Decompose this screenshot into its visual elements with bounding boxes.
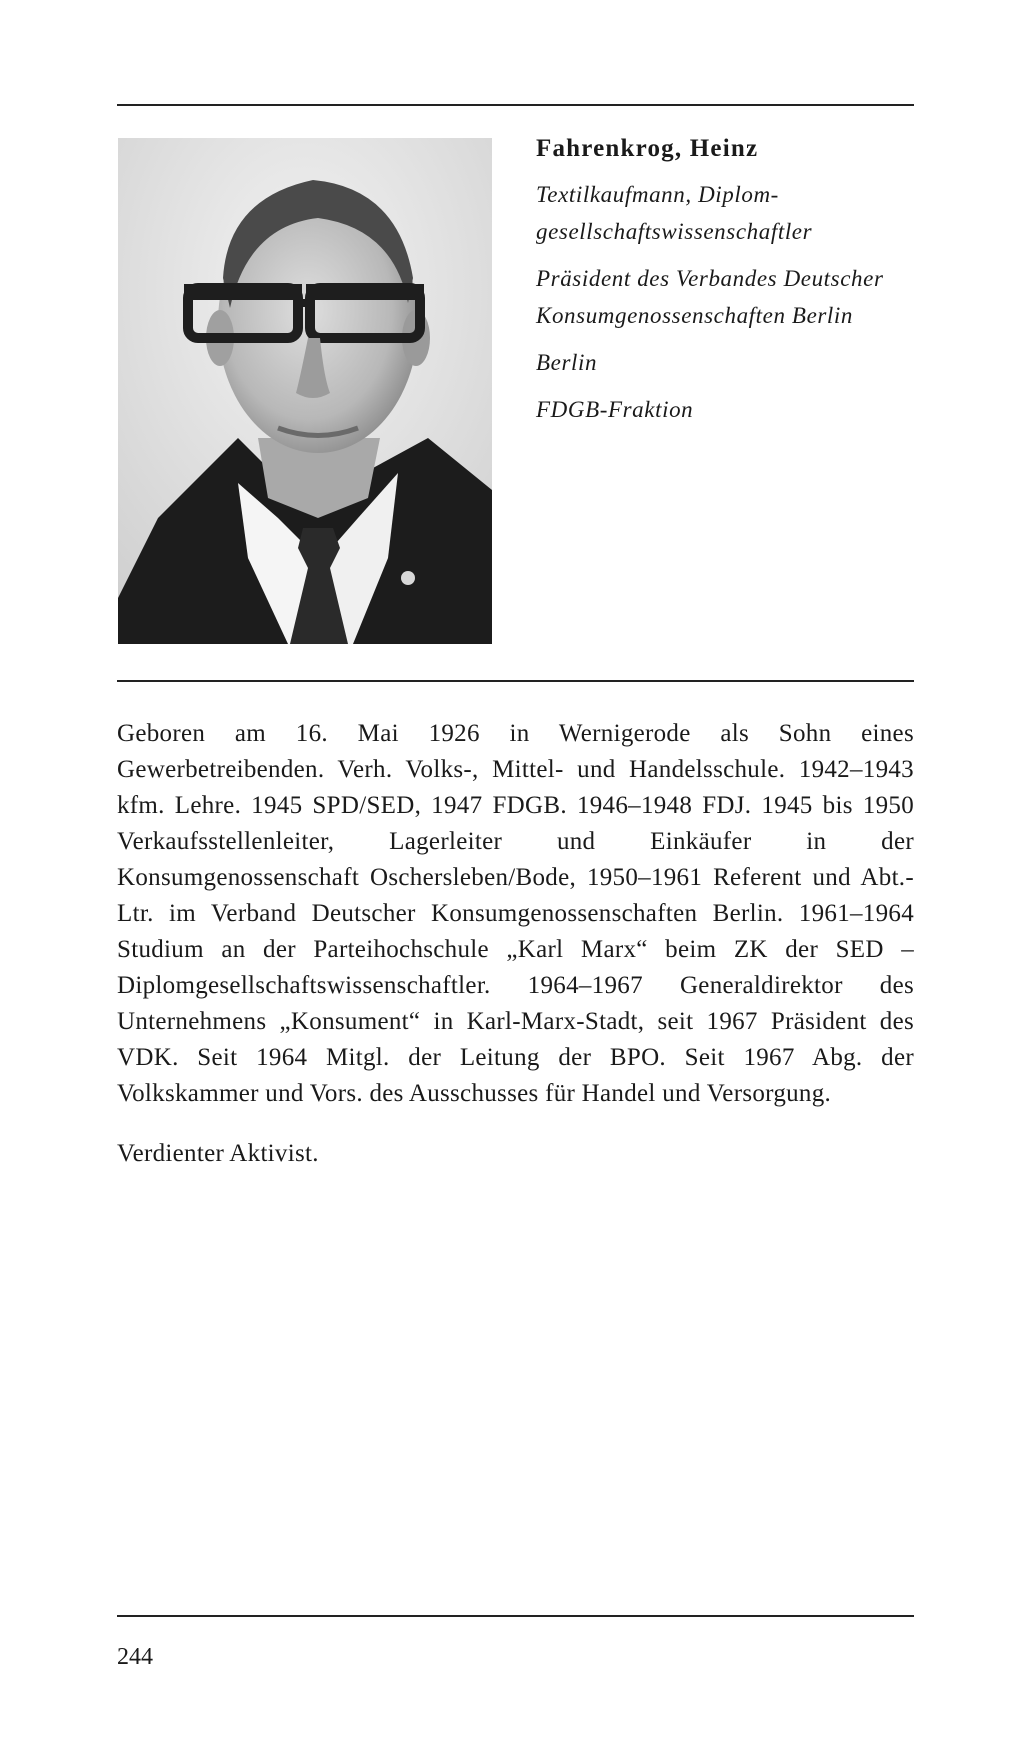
person-name: Fahrenkrog, Heinz [536,135,759,162]
entry-header [536,132,916,428]
biography-text: Geboren am 16. Mai 1926 in Wernigerode als Sohn eines Gewerbetreibenden. Verh. Volks-, Mittel- und Handelsschule. 1942–1943 kfm. Lehre. 1945 SPD/SED, 1947 FDGB. 1946–1948 FDJ. 1945 bis 1950 Verkaufsstellenleiter, Lagerleiter und Einkäufer in der Konsumgenossenschaft Oschersleben/Bode, 1950–1961 Referent und Abt.-Ltr. im Verband Deutscher Konsumgenossenschaften Berlin. 1961–1964 Studium an der Parteihochschule „Karl Marx“ beim ZK der SED – Diplomgesellschaftswissenschaftler. 1964–1967 Generaldirektor des Unternehmens „Konsument“ in Karl-Marx-Stadt, seit 1967 Präsident des VDK. Seit 1964 Mitgl. der Leitung der BPO. Seit 1967 Abg. der Volkskammer und Vors. des Ausschusses für Handel und Versorgung. [117,720,914,1107]
biography [117,716,914,1112]
residence: Berlin [536,350,598,375]
profession-line-2: gesellschaftswissenschaftler [536,219,813,244]
portrait-photo [118,138,492,644]
profession-line-1: Textilkaufmann, Diplom- [536,182,779,207]
middle-rule [117,680,914,682]
faction: FDGB-Fraktion [536,397,694,422]
award-text: Verdienter Aktivist. [117,1140,319,1167]
position-line-1: Präsident des Verbandes Deutscher [536,266,884,291]
top-rule [117,104,914,106]
position-line-2: Konsumgenossenschaften Berlin [536,303,854,328]
bottom-rule [117,1615,914,1617]
page-number: 244 [117,1644,153,1670]
